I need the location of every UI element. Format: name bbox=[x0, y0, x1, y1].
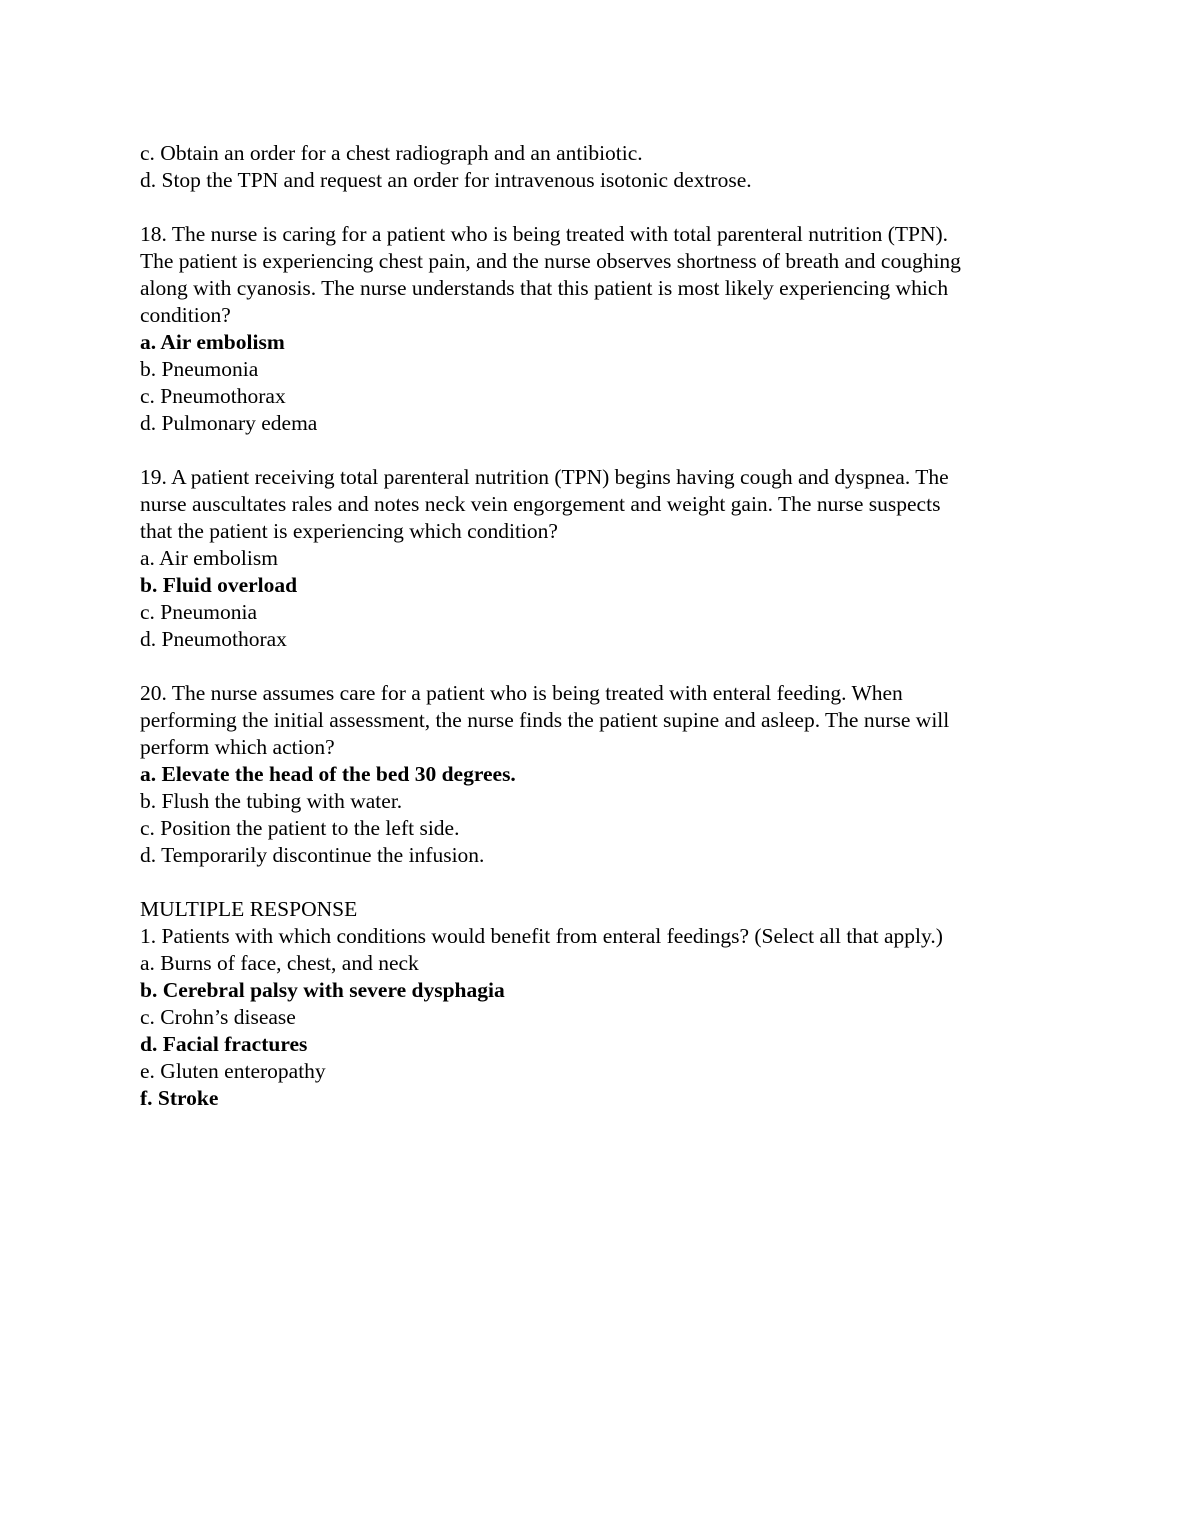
option-b-correct-answer: b. Fluid overload bbox=[140, 573, 298, 597]
option-a-correct-answer: a. Elevate the head of the bed 30 degrees. bbox=[140, 762, 516, 786]
option-a-correct-answer: a. Air embolism bbox=[140, 330, 285, 354]
option-b: b. Flush the tubing with water. bbox=[140, 789, 403, 813]
multiple-response-section bbox=[140, 896, 1060, 1112]
option-a: a. Burns of face, chest, and neck bbox=[140, 951, 419, 975]
option-c: c. Pneumonia bbox=[140, 600, 258, 624]
question-stem-line: 19. A patient receiving total parenteral nutrition (TPN) begins having cough and dyspnea. The bbox=[140, 465, 949, 489]
question-stem-line: performing the initial assessment, the nurse finds the patient supine and asleep. The nurse will bbox=[140, 708, 950, 732]
question-stem-line: condition? bbox=[140, 303, 231, 327]
question-stem-line: 20. The nurse assumes care for a patient who is being treated with enteral feeding. When bbox=[140, 681, 903, 705]
option-e: e. Gluten enteropathy bbox=[140, 1059, 326, 1083]
option-b: b. Pneumonia bbox=[140, 357, 259, 381]
question-stem-line: along with cyanosis. The nurse understands that this patient is most likely experiencing which bbox=[140, 276, 949, 300]
option-b-correct-answer: b. Cerebral palsy with severe dysphagia bbox=[140, 978, 505, 1002]
option-d: d. Pneumothorax bbox=[140, 627, 287, 651]
question-stem-line: 1. Patients with which conditions would benefit from enteral feedings? (Select all that apply.) bbox=[140, 924, 943, 948]
section-heading: MULTIPLE RESPONSE bbox=[140, 897, 358, 921]
question-17-continued bbox=[140, 140, 1060, 194]
question-stem-line: perform which action? bbox=[140, 735, 335, 759]
option-d: d. Temporarily discontinue the infusion. bbox=[140, 843, 485, 867]
option-c: c. Position the patient to the left side. bbox=[140, 816, 460, 840]
question-20 bbox=[140, 680, 1060, 869]
question-stem-line: 18. The nurse is caring for a patient who is being treated with total parenteral nutrition (TPN). bbox=[140, 222, 949, 246]
question-stem-line: that the patient is experiencing which condition? bbox=[140, 519, 558, 543]
option-d: d. Stop the TPN and request an order for intravenous isotonic dextrose. bbox=[140, 168, 752, 192]
question-19 bbox=[140, 464, 1060, 653]
option-c: c. Obtain an order for a chest radiograph and an antibiotic. bbox=[140, 141, 643, 165]
option-d: d. Pulmonary edema bbox=[140, 411, 318, 435]
question-stem-line: The patient is experiencing chest pain, and the nurse observes shortness of breath and coughing bbox=[140, 249, 961, 273]
question-18 bbox=[140, 221, 1060, 437]
option-d-correct-answer: d. Facial fractures bbox=[140, 1032, 308, 1056]
option-c: c. Pneumothorax bbox=[140, 384, 286, 408]
option-f-correct-answer: f. Stroke bbox=[140, 1086, 219, 1110]
option-c: c. Crohn’s disease bbox=[140, 1005, 296, 1029]
page-content bbox=[140, 140, 1060, 1112]
question-stem-line: nurse auscultates rales and notes neck vein engorgement and weight gain. The nurse suspects bbox=[140, 492, 941, 516]
option-a: a. Air embolism bbox=[140, 546, 278, 570]
